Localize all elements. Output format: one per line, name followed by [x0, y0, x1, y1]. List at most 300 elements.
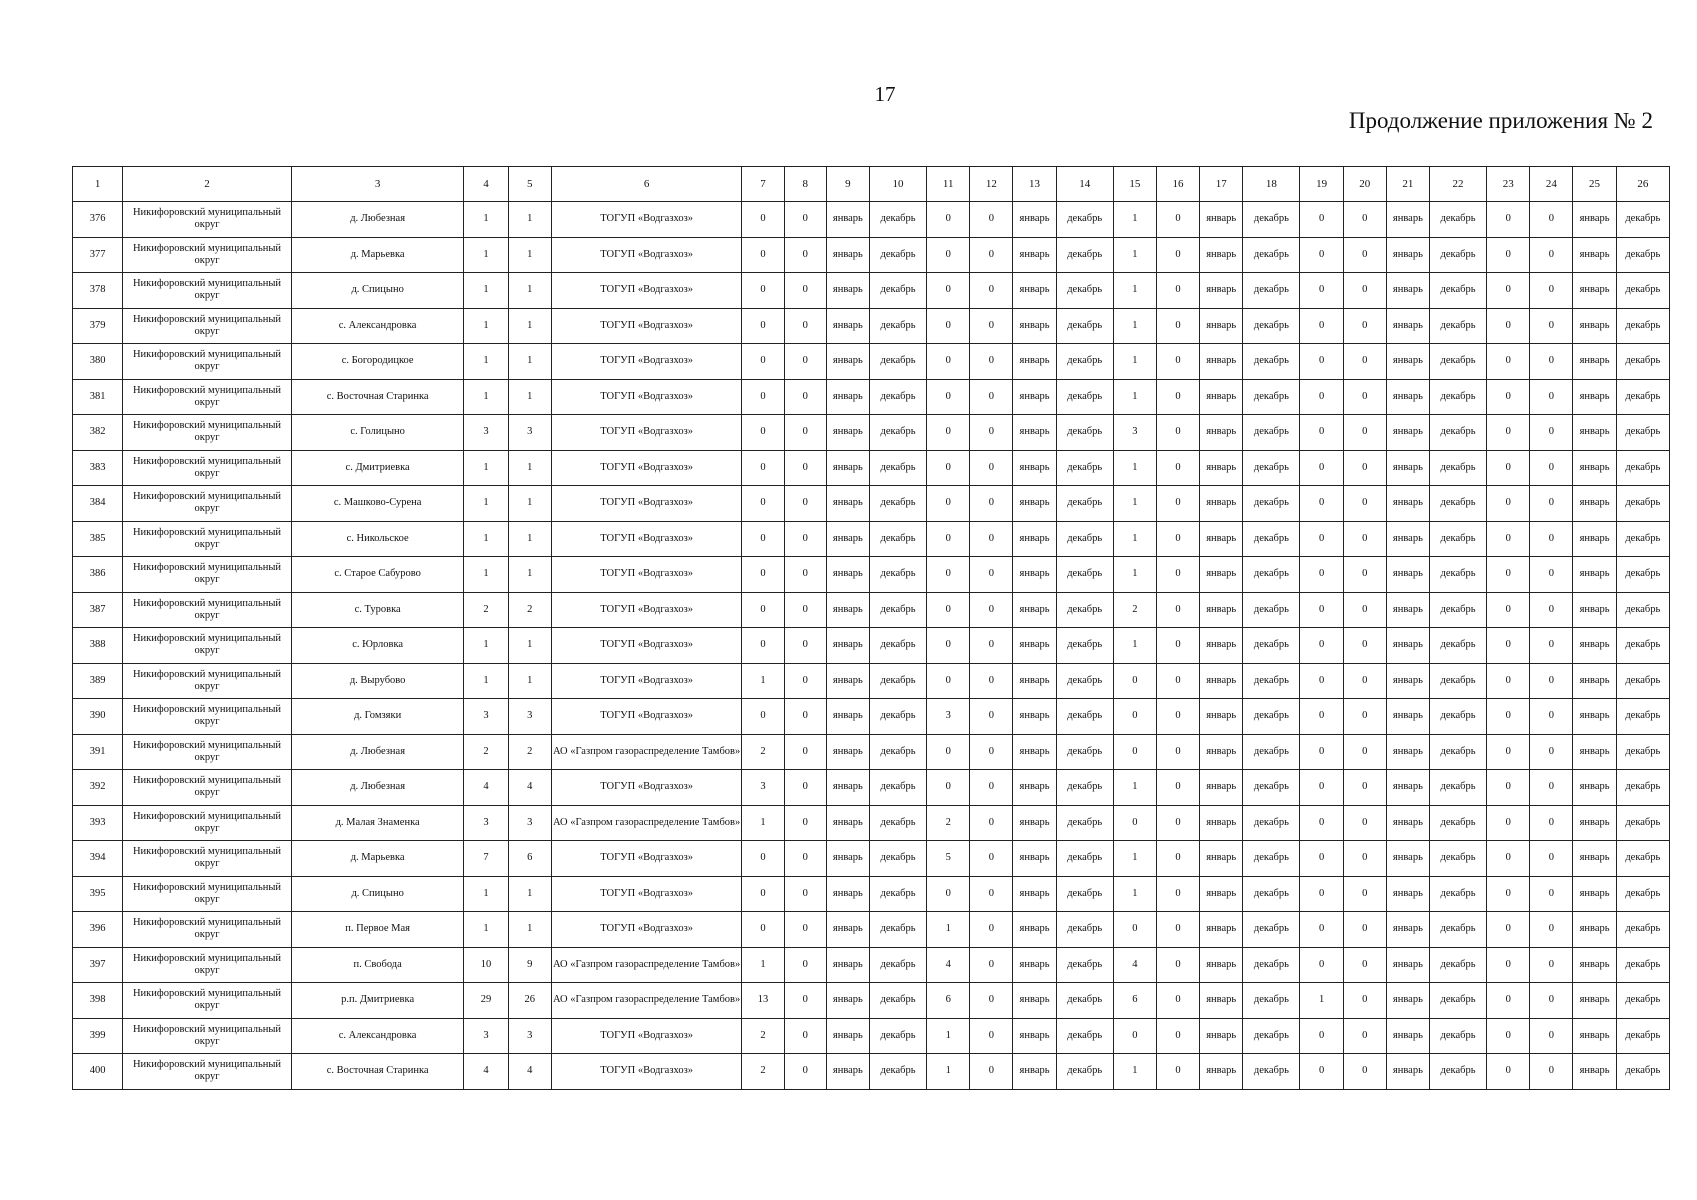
table-cell: январь [826, 379, 869, 415]
table-cell: 0 [1530, 521, 1573, 557]
table-cell: ТОГУП «Водгазхоз» [551, 876, 742, 912]
table-cell: 1 [1113, 841, 1156, 877]
table-cell: 0 [1343, 699, 1386, 735]
table-cell: 0 [927, 344, 970, 380]
table-cell: 0 [784, 379, 826, 415]
table-cell: Никифоровский муниципальный округ [123, 628, 292, 664]
table-cell: декабрь [869, 734, 926, 770]
table-cell: 394 [73, 841, 123, 877]
column-header: 22 [1429, 167, 1486, 202]
column-header: 11 [927, 167, 970, 202]
table-cell: декабрь [1429, 521, 1486, 557]
table-cell: январь [1386, 379, 1429, 415]
table-row [73, 841, 1670, 877]
table-cell: 2 [508, 592, 551, 628]
table-cell: 0 [1156, 805, 1199, 841]
table-cell: 0 [1530, 734, 1573, 770]
table-cell: Никифоровский муниципальный округ [123, 237, 292, 273]
table-cell: декабрь [1243, 344, 1300, 380]
table-cell: декабрь [1429, 912, 1486, 948]
table-cell: январь [1013, 734, 1056, 770]
table-cell: 0 [1300, 770, 1343, 806]
table-cell: январь [1013, 308, 1056, 344]
table-cell: 0 [784, 557, 826, 593]
table-row [73, 202, 1670, 238]
table-cell: ТОГУП «Водгазхоз» [551, 415, 742, 451]
table-cell: январь [1573, 273, 1616, 309]
table-cell: 0 [1343, 947, 1386, 983]
table-cell: январь [1573, 663, 1616, 699]
table-cell: декабрь [1056, 237, 1113, 273]
table-cell: декабрь [1616, 734, 1669, 770]
table-cell: 0 [1300, 379, 1343, 415]
table-cell: 0 [1487, 947, 1530, 983]
table-cell: декабрь [1429, 628, 1486, 664]
table-cell: декабрь [869, 486, 926, 522]
table-cell: 0 [742, 450, 784, 486]
table-cell: 0 [1156, 841, 1199, 877]
table-cell: январь [1200, 770, 1243, 806]
table-cell: 0 [784, 1018, 826, 1054]
table-cell: Никифоровский муниципальный округ [123, 876, 292, 912]
table-row [73, 912, 1670, 948]
table-cell: декабрь [1616, 237, 1669, 273]
table-cell: АО «Газпром газораспределение Тамбов» [551, 805, 742, 841]
table-cell: январь [826, 734, 869, 770]
table-cell: январь [1386, 202, 1429, 238]
table-cell: 0 [1530, 947, 1573, 983]
table-cell: 381 [73, 379, 123, 415]
table-row [73, 734, 1670, 770]
table-cell: 0 [1300, 912, 1343, 948]
table-cell: 0 [1156, 947, 1199, 983]
table-cell: декабрь [869, 202, 926, 238]
table-cell: 3 [464, 805, 508, 841]
table-cell: 0 [1156, 983, 1199, 1019]
table-cell: декабрь [1056, 486, 1113, 522]
table-cell: 0 [927, 770, 970, 806]
table-cell: январь [1573, 486, 1616, 522]
table-cell: декабрь [1616, 983, 1669, 1019]
table-cell: 0 [970, 663, 1013, 699]
table-cell: декабрь [1429, 734, 1486, 770]
column-header: 23 [1487, 167, 1530, 202]
table-cell: ТОГУП «Водгазхоз» [551, 486, 742, 522]
table-cell: декабрь [1616, 344, 1669, 380]
table-cell: с. Александровка [291, 1018, 464, 1054]
table-cell: январь [1013, 521, 1056, 557]
table-cell: декабрь [1429, 947, 1486, 983]
table-cell: декабрь [869, 592, 926, 628]
table-cell: декабрь [1056, 628, 1113, 664]
table-cell: декабрь [869, 237, 926, 273]
table-cell: 1 [464, 308, 508, 344]
table-cell: 1 [1113, 308, 1156, 344]
table-cell: 0 [970, 486, 1013, 522]
table-cell: январь [1200, 1054, 1243, 1090]
table-cell: декабрь [1616, 273, 1669, 309]
table-cell: 0 [1156, 273, 1199, 309]
table-cell: декабрь [1429, 770, 1486, 806]
table-cell: ТОГУП «Водгазхоз» [551, 273, 742, 309]
table-cell: ТОГУП «Водгазхоз» [551, 202, 742, 238]
table-cell: 1 [1113, 876, 1156, 912]
table-cell: Никифоровский муниципальный округ [123, 486, 292, 522]
table-cell: 0 [1530, 663, 1573, 699]
table-cell: декабрь [1243, 876, 1300, 912]
table-cell: 1 [464, 450, 508, 486]
table-cell: 0 [1300, 308, 1343, 344]
table-cell: 398 [73, 983, 123, 1019]
table-cell: январь [1386, 592, 1429, 628]
table-cell: 0 [1300, 450, 1343, 486]
table-cell: 1 [1113, 770, 1156, 806]
table-cell: 0 [970, 379, 1013, 415]
table-cell: декабрь [1243, 557, 1300, 593]
table-cell: декабрь [1056, 202, 1113, 238]
table-cell: январь [1386, 557, 1429, 593]
table-cell: декабрь [1056, 521, 1113, 557]
table-cell: д. Вырубово [291, 663, 464, 699]
column-header: 1 [73, 167, 123, 202]
table-cell: январь [1573, 983, 1616, 1019]
table-cell: январь [1013, 1018, 1056, 1054]
table-row [73, 486, 1670, 522]
table-cell: 0 [1343, 557, 1386, 593]
table-cell: 0 [927, 734, 970, 770]
table-cell: 0 [1300, 1018, 1343, 1054]
table-cell: 0 [1343, 628, 1386, 664]
table-cell: декабрь [1243, 273, 1300, 309]
table-cell: 0 [1156, 415, 1199, 451]
table-cell: ТОГУП «Водгазхоз» [551, 344, 742, 380]
table-cell: декабрь [869, 663, 926, 699]
table-cell: 1 [508, 237, 551, 273]
table-cell: январь [1573, 805, 1616, 841]
table-cell: декабрь [869, 521, 926, 557]
table-cell: декабрь [1429, 308, 1486, 344]
table-cell: 1 [1113, 273, 1156, 309]
table-cell: 383 [73, 450, 123, 486]
table-cell: 0 [1530, 699, 1573, 735]
table-cell: январь [1200, 237, 1243, 273]
table-cell: 0 [1156, 379, 1199, 415]
table-cell: декабрь [1056, 983, 1113, 1019]
table-cell: январь [1386, 628, 1429, 664]
table-cell: 0 [970, 628, 1013, 664]
table-cell: декабрь [1429, 1018, 1486, 1054]
table-cell: декабрь [1429, 344, 1486, 380]
table-cell: декабрь [1243, 1018, 1300, 1054]
table-cell: с. Александровка [291, 308, 464, 344]
column-header: 14 [1056, 167, 1113, 202]
table-cell: 0 [1530, 592, 1573, 628]
table-cell: 0 [742, 841, 784, 877]
table-row [73, 1054, 1670, 1090]
table-cell: 0 [1343, 1018, 1386, 1054]
table-cell: январь [1013, 557, 1056, 593]
table-cell: 0 [1343, 415, 1386, 451]
table-cell: 1 [464, 379, 508, 415]
table-cell: декабрь [1429, 1054, 1486, 1090]
table-cell: 0 [1487, 628, 1530, 664]
table-cell: декабрь [869, 876, 926, 912]
table-cell: д. Марьевка [291, 841, 464, 877]
table-cell: 0 [927, 308, 970, 344]
table-cell: 0 [1300, 1054, 1343, 1090]
table-cell: 0 [784, 344, 826, 380]
table-cell: январь [1573, 450, 1616, 486]
table-cell: 0 [1530, 912, 1573, 948]
table-cell: 0 [1487, 273, 1530, 309]
table-cell: 0 [927, 521, 970, 557]
table-cell: 0 [1156, 770, 1199, 806]
table-cell: декабрь [1429, 592, 1486, 628]
table-cell: 29 [464, 983, 508, 1019]
column-header: 4 [464, 167, 508, 202]
table-cell: январь [1013, 379, 1056, 415]
table-cell: 0 [784, 983, 826, 1019]
table-cell: декабрь [1056, 1054, 1113, 1090]
table-cell: 4 [1113, 947, 1156, 983]
table-cell: декабрь [1243, 592, 1300, 628]
table-cell: декабрь [1616, 415, 1669, 451]
table-cell: 0 [1487, 344, 1530, 380]
table-cell: декабрь [1056, 734, 1113, 770]
table-cell: январь [1013, 450, 1056, 486]
table-cell: январь [1013, 1054, 1056, 1090]
table-cell: Никифоровский муниципальный округ [123, 521, 292, 557]
table-cell: 0 [1530, 770, 1573, 806]
table-cell: д. Малая Знаменка [291, 805, 464, 841]
table-cell: декабрь [1429, 557, 1486, 593]
table-cell: 0 [970, 308, 1013, 344]
table-cell: декабрь [1616, 486, 1669, 522]
table-cell: 13 [742, 983, 784, 1019]
table-cell: 3 [508, 699, 551, 735]
table-cell: январь [1386, 876, 1429, 912]
table-cell: январь [826, 1054, 869, 1090]
table-cell: Никифоровский муниципальный округ [123, 699, 292, 735]
table-cell: Никифоровский муниципальный округ [123, 273, 292, 309]
table-cell: Никифоровский муниципальный округ [123, 308, 292, 344]
table-row [73, 663, 1670, 699]
table-cell: 1 [927, 1054, 970, 1090]
table-cell: 0 [742, 486, 784, 522]
table-cell: январь [1573, 912, 1616, 948]
table-cell: январь [1200, 1018, 1243, 1054]
table-cell: ТОГУП «Водгазхоз» [551, 237, 742, 273]
table-cell: январь [826, 912, 869, 948]
table-cell: 0 [1530, 308, 1573, 344]
column-header: 10 [869, 167, 926, 202]
table-cell: 0 [1156, 876, 1199, 912]
table-cell: 0 [1343, 663, 1386, 699]
table-cell: Никифоровский муниципальный округ [123, 557, 292, 593]
table-cell: декабрь [1056, 450, 1113, 486]
column-header: 6 [551, 167, 742, 202]
table-cell: 0 [927, 876, 970, 912]
table-cell: 3 [508, 805, 551, 841]
table-cell: 1 [508, 202, 551, 238]
table-cell: 378 [73, 273, 123, 309]
table-cell: 0 [742, 521, 784, 557]
table-cell: декабрь [1429, 486, 1486, 522]
table-row [73, 699, 1670, 735]
column-header: 19 [1300, 167, 1343, 202]
table-cell: декабрь [1616, 663, 1669, 699]
table-cell: декабрь [869, 805, 926, 841]
table-cell: декабрь [1056, 415, 1113, 451]
table-cell: декабрь [1243, 983, 1300, 1019]
table-cell: 392 [73, 770, 123, 806]
table-cell: декабрь [869, 450, 926, 486]
table-cell: 0 [970, 450, 1013, 486]
table-cell: 4 [508, 770, 551, 806]
table-cell: 0 [1156, 1054, 1199, 1090]
table-cell: д. Марьевка [291, 237, 464, 273]
table-cell: январь [826, 947, 869, 983]
table-cell: декабрь [1616, 805, 1669, 841]
table-cell: 0 [1300, 876, 1343, 912]
table-cell: декабрь [1616, 379, 1669, 415]
table-cell: 0 [742, 273, 784, 309]
table-cell: 2 [742, 1018, 784, 1054]
table-cell: 380 [73, 344, 123, 380]
table-cell: 0 [1530, 273, 1573, 309]
table-cell: декабрь [869, 1054, 926, 1090]
table-cell: 0 [1156, 521, 1199, 557]
table-cell: 1 [464, 237, 508, 273]
table-cell: январь [1013, 912, 1056, 948]
table-cell: 6 [508, 841, 551, 877]
table-cell: 0 [784, 912, 826, 948]
table-cell: 1 [464, 486, 508, 522]
table-cell: 1 [1300, 983, 1343, 1019]
table-row [73, 1018, 1670, 1054]
table-cell: декабрь [1429, 237, 1486, 273]
table-cell: декабрь [1243, 450, 1300, 486]
table-cell: январь [826, 521, 869, 557]
table-cell: январь [1386, 699, 1429, 735]
table-cell: ТОГУП «Водгазхоз» [551, 379, 742, 415]
table-cell: 1 [927, 1018, 970, 1054]
table-cell: 0 [970, 521, 1013, 557]
table-cell: январь [1573, 876, 1616, 912]
table-cell: 385 [73, 521, 123, 557]
table-cell: декабрь [869, 841, 926, 877]
table-cell: 1 [464, 628, 508, 664]
column-header: 5 [508, 167, 551, 202]
table-cell: декабрь [869, 628, 926, 664]
table-cell: 0 [742, 876, 784, 912]
table-cell: январь [1573, 947, 1616, 983]
table-cell: 0 [1300, 486, 1343, 522]
table-cell: январь [1200, 415, 1243, 451]
table-cell: 0 [742, 628, 784, 664]
table-cell: ТОГУП «Водгазхоз» [551, 663, 742, 699]
table-cell: 0 [970, 983, 1013, 1019]
table-cell: 0 [1487, 308, 1530, 344]
table-row [73, 521, 1670, 557]
table-cell: январь [1200, 521, 1243, 557]
table-cell: 0 [1487, 1054, 1530, 1090]
table-cell: 0 [970, 734, 1013, 770]
table-row [73, 947, 1670, 983]
table-row [73, 273, 1670, 309]
table-cell: 389 [73, 663, 123, 699]
table-cell: январь [1200, 308, 1243, 344]
table-cell: 399 [73, 1018, 123, 1054]
table-cell: январь [826, 557, 869, 593]
table-cell: 0 [1487, 841, 1530, 877]
table-cell: декабрь [1056, 273, 1113, 309]
table-cell: 386 [73, 557, 123, 593]
table-cell: декабрь [1056, 379, 1113, 415]
table-cell: с. Восточная Старинка [291, 379, 464, 415]
table-cell: 5 [927, 841, 970, 877]
table-cell: 1 [508, 912, 551, 948]
table-cell: 0 [1487, 486, 1530, 522]
table-cell: декабрь [869, 699, 926, 735]
table-cell: 0 [1113, 805, 1156, 841]
table-cell: декабрь [1243, 308, 1300, 344]
table-cell: 396 [73, 912, 123, 948]
table-cell: 3 [742, 770, 784, 806]
table-cell: 10 [464, 947, 508, 983]
table-cell: 0 [970, 557, 1013, 593]
table-cell: 0 [970, 237, 1013, 273]
table-cell: 379 [73, 308, 123, 344]
table-cell: 1 [1113, 521, 1156, 557]
table-cell: январь [826, 841, 869, 877]
table-cell: 0 [742, 699, 784, 735]
table-cell: январь [826, 876, 869, 912]
table-cell: 0 [1530, 486, 1573, 522]
table-cell: 0 [1530, 202, 1573, 238]
table-cell: 0 [1156, 699, 1199, 735]
table-cell: п. Свобода [291, 947, 464, 983]
table-cell: ТОГУП «Водгазхоз» [551, 841, 742, 877]
table-cell: 0 [970, 344, 1013, 380]
table-cell: декабрь [1243, 912, 1300, 948]
table-cell: январь [826, 699, 869, 735]
table-cell: 1 [1113, 557, 1156, 593]
column-header: 15 [1113, 167, 1156, 202]
table-cell: 0 [1156, 557, 1199, 593]
table-cell: 0 [927, 273, 970, 309]
table-cell: январь [1386, 273, 1429, 309]
table-cell: 0 [927, 486, 970, 522]
table-cell: январь [1200, 663, 1243, 699]
table-cell: 0 [1343, 805, 1386, 841]
column-header: 2 [123, 167, 292, 202]
table-cell: Никифоровский муниципальный округ [123, 450, 292, 486]
table-cell: январь [826, 983, 869, 1019]
table-cell: декабрь [1429, 699, 1486, 735]
table-cell: декабрь [1616, 521, 1669, 557]
table-cell: 391 [73, 734, 123, 770]
table-row [73, 628, 1670, 664]
table-cell: декабрь [1616, 1054, 1669, 1090]
table-cell: 1 [508, 308, 551, 344]
table-cell: декабрь [1243, 805, 1300, 841]
table-cell: январь [1386, 805, 1429, 841]
table-cell: январь [1200, 379, 1243, 415]
table-cell: 0 [1487, 912, 1530, 948]
table-cell: Никифоровский муниципальный округ [123, 947, 292, 983]
table-cell: январь [1013, 486, 1056, 522]
